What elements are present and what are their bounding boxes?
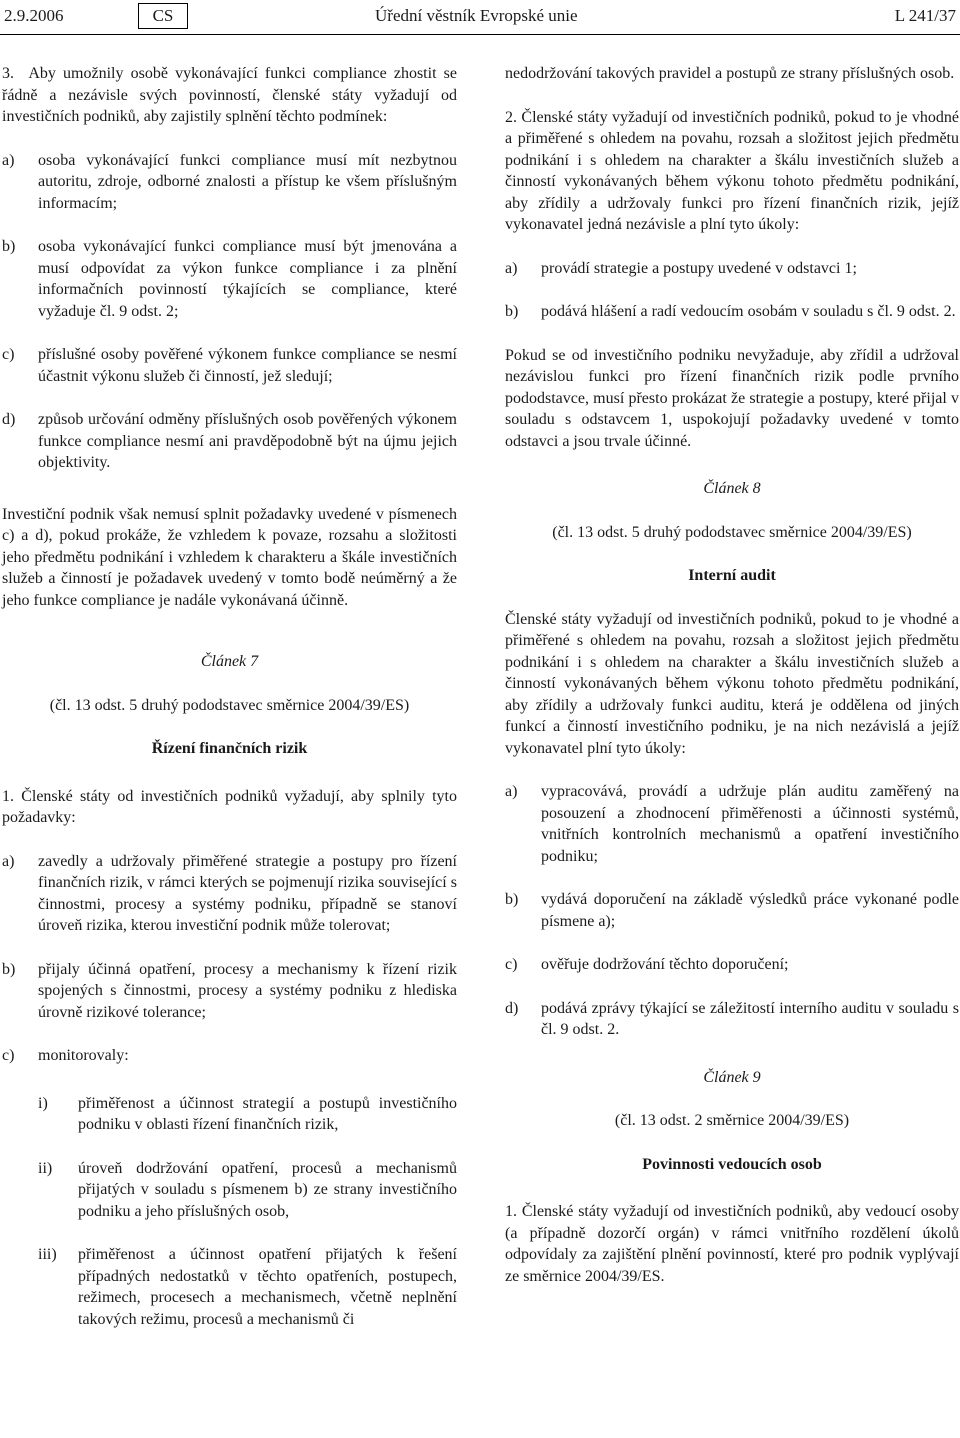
list-item-label: a) (2, 852, 15, 870)
list-item-text: monitorovaly: (38, 1047, 129, 1064)
continued-text: nedodržování takových pravidel a postupů ze strany příslušných osob. (505, 65, 955, 82)
sub-item-text: přiměřenost a účinnost opatření přijatých k řešení případných nedostatků v těchto opatřeních, postupech, režimech, procesech a mechanismech, včetně neplnění takových režimu, procesů a mechanismů či (78, 1246, 457, 1328)
list-item-label: b) (505, 891, 519, 908)
left-column (2, 63, 457, 1330)
list-item-b (505, 301, 959, 323)
sub-item-i (38, 1093, 457, 1136)
sub-item-label: iii) (38, 1246, 57, 1263)
list-item-a (505, 258, 959, 280)
article-8-heading: Interní audit (688, 567, 776, 584)
list-item-text: vydává doporučení na základě výsledků práce vykonané podle písmene a); (541, 891, 959, 930)
paragraph-1: 1. Členské státy vyžadují od investičních podniků, aby vedoucí osoby (a případně dozorčí orgán) v rámci vnitřního rozdělení úkolů odpovídaly za zajištění plnění povinností, které pro podnik vyplývají ze směrnice 2004/39/ES. (505, 1203, 959, 1285)
paragraph-exemption: Investiční podnik však nemusí splnit požadavky uvedené v písmenech c) a d), pokud prokáže, že vzhledem k povaze, rozsahu a složitosti jeho předmětu podnikání i vzhledem k charakteru a škále investičních služeb a činností je požadavek uvedený v tomto bodě neúměrný a že jeho funkce compliance je nadále vykonávaná účinně. (2, 505, 457, 609)
article-7-heading: Řízení finančních rizik (151, 740, 308, 757)
sub-item-text: úroveň dodržování opatření, procesů a mechanismů přijatých v souladu s písmenem b) ze strany investičního podniku a jeho příslušných osob, (78, 1159, 457, 1220)
header-date: 2.9.2006 (4, 6, 64, 25)
list-item-d (2, 409, 457, 474)
list-item-c (2, 1045, 457, 1067)
list-item-b (2, 236, 457, 322)
list-item-label: d) (505, 999, 519, 1017)
list-item-text: podává hlášení a radí vedoucím osobám v souladu s čl. 9 odst. 2. (541, 303, 956, 320)
list-item-b (2, 959, 457, 1024)
paragraph-3-text: Aby umožnily osobě vykonávající funkci compliance zhostit se řádně a nezávisle svých povinností, členské státy vyžadují od investičních podniků, aby zajistily splnění těchto podmínek: (2, 65, 458, 125)
article-8-reference: (čl. 13 odst. 5 druhý pododstavec směrnice 2004/39/ES) (552, 523, 912, 541)
list-item-a (2, 150, 457, 215)
list-item-text: ověřuje dodržování těchto doporučení; (541, 956, 789, 973)
list-item-text: přijaly účinná opatření, procesy a mechanismy k řízení rizik spojených s činnostmi, procesy a systémy podniku z hlediska úrovně rizikové tolerance; (38, 960, 457, 1021)
list-item-label: b) (2, 960, 16, 978)
paragraph-1: 1. Členské státy od investičních podniků vyžadují, aby splnily tyto požadavky: (2, 787, 457, 826)
article-9-reference: (čl. 13 odst. 2 směrnice 2004/39/ES) (614, 1112, 850, 1129)
list-item-label: a) (505, 783, 518, 800)
list-item-c (2, 344, 457, 387)
list-item-text: zavedly a udržovaly přiměřené strategie a postupy pro řízení finančních rizik, v rámci kterých se pojmenují rizika související s činnostmi, procesy a systémy podniku, případně se stanoví úroveň rizika, kterou investiční podnik může tolerovat; (38, 852, 457, 934)
list-item-label: b) (505, 303, 519, 320)
list-item-text: příslušné osoby pověřené výkonem funkce compliance se nesmí účastnit výkonu služeb či činností, jež sledují; (38, 346, 457, 385)
list-item-label: a) (2, 151, 15, 169)
language-badge: CS (138, 3, 188, 29)
sub-item-text: přiměřenost a účinnost strategií a postupů investičního podniku v oblasti řízení finančních rizik, (78, 1094, 457, 1133)
paragraph-3 (2, 63, 457, 128)
list-item-label: d) (2, 411, 16, 428)
list-item-text: způsob určování odměny příslušných osob pověřených výkonem funkce compliance nesmí ani pravděpodobně být na újmu jejich objektivity. (38, 411, 457, 471)
list-item-text: provádí strategie a postupy uvedené v odstavci 1; (541, 259, 857, 277)
sub-item-label: ii) (38, 1159, 53, 1177)
list-item-text: podává zprávy týkající se záležitostí interního auditu v souladu s čl. 9 odst. 2. (541, 999, 959, 1038)
list-item-label: c) (2, 346, 15, 363)
paragraph-audit: Členské státy vyžadují od investičních podniků, pokud to je vhodné a přiměřené s ohledem na povahu, rozsah a složitost jejich předmětu podnikání i s ohledem na charakter a škálu investičních služeb a činností vykonávaných během výkonu tohoto předmětu podnikání, aby zřídily a udržovaly funkci auditu, která je oddělena od jiných funkcí a činností investičního podniku, je na nich nezávislá a jejíž vykonavatel plní tyto úkoly: (505, 610, 959, 757)
list-item-a (2, 851, 457, 937)
paragraph-2: 2. Členské státy vyžadují od investičních podniků, pokud to je vhodné a přiměřené s ohledem na povahu, rozsah a složitost jejich předmětu podnikání i s ohledem na charakter a škálu investičních služeb a činností vykonávaných během výkonu tohoto předmětu podnikání, aby zřídily a udržovaly funkci pro řízení finančních rizik, jejíž vykonavatel jedná nezávisle a plní tyto úkoly: (505, 108, 959, 233)
article-7-reference: (čl. 13 odst. 5 druhý pododstavec směrnice 2004/39/ES) (49, 696, 410, 714)
sub-item-iii (38, 1244, 457, 1330)
list-item-a (505, 781, 959, 867)
journal-title: Úřední věstník Evropské unie (375, 6, 578, 25)
paragraph-exemption: Pokud se od investičního podniku nevyžaduje, aby zřídil a udržoval nezávislou funkci pro řízení finančních rizik podle prvního pododstavce, musí přesto prokázat že strategie a postupy, které přijal v souladu s odstavcem 1, uspokojují požadavky uvedené v tomto odstavci a jsou trvale účinné. (505, 346, 959, 450)
sub-item-label: i) (38, 1094, 48, 1112)
list-item-c (505, 954, 959, 976)
list-item-text: osoba vykonávající funkci compliance musí být jmenována a musí odpovídat za výkon funkce compliance i za plnění informačních povinností týkajících se compliance, které vyžaduje čl. 9 odst. 2; (38, 238, 457, 320)
article-7-title: Článek 7 (200, 653, 259, 670)
sub-item-ii (38, 1158, 457, 1223)
list-item-b (505, 889, 959, 932)
list-item-label: a) (505, 259, 518, 277)
list-item-text: vypracovává, provádí a udržuje plán auditu zaměřený na posouzení a zhodnocení přiměřenosti a účinnosti systémů, vnitřních kontrolních mechanismů a opatření investičního podniku; (541, 783, 959, 865)
article-9-heading: Povinnosti vedoucích osob (642, 1155, 822, 1173)
article-8-title: Článek 8 (703, 480, 761, 497)
list-item-label: b) (2, 238, 16, 255)
right-column (505, 63, 959, 1287)
page-number: L 241/37 (894, 6, 956, 25)
list-item-label: c) (505, 956, 518, 973)
list-item-d (505, 998, 959, 1041)
list-item-text: osoba vykonávající funkci compliance musí mít nezbytnou autoritu, zdroje, odborné znalosti a přístup ke všem příslušným informacím; (38, 151, 457, 212)
list-item-label: c) (2, 1047, 15, 1064)
paragraph-3-number: 3. (2, 65, 14, 82)
page-header (0, 0, 960, 35)
article-9-title: Článek 9 (703, 1068, 761, 1086)
